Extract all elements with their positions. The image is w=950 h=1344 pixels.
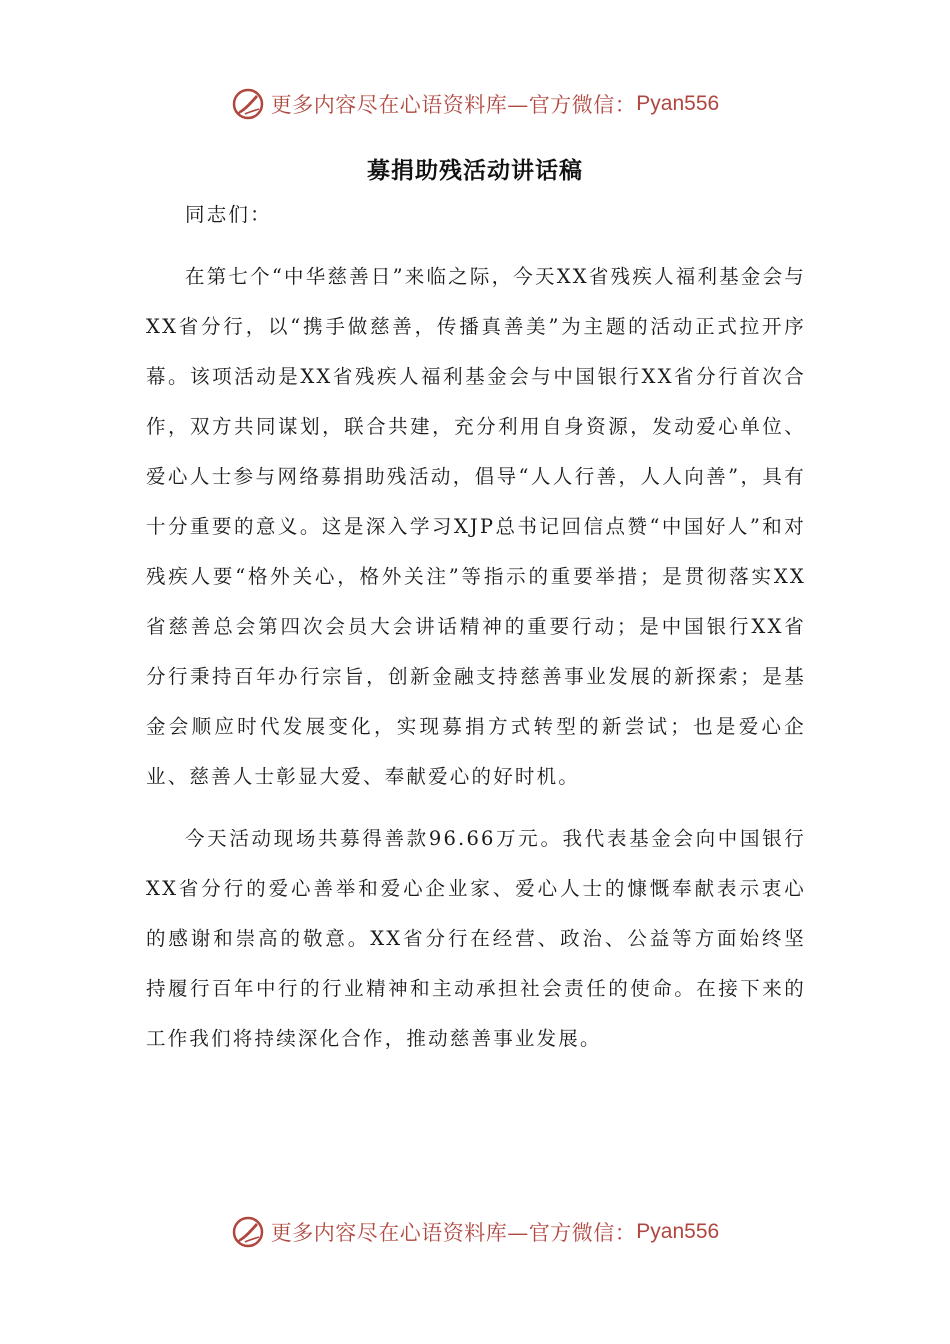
pen-logo-icon — [231, 87, 265, 121]
header-banner — [0, 84, 950, 124]
document-title: 募捐助残活动讲话稿 — [367, 157, 583, 184]
document-body — [146, 190, 806, 1076]
footer-banner-text: 更多内容尽在心语资料库—官方微信： — [270, 1221, 637, 1245]
footer-wechat-id: Pyan556 — [636, 1220, 720, 1243]
header-banner-text: 更多内容尽在心语资料库—官方微信： — [270, 93, 637, 117]
footer-banner — [0, 1212, 950, 1252]
pen-logo-icon — [231, 1215, 265, 1249]
paragraph-1: 在第七个“中华慈善日”来临之际，今天XX省残疾人福利基金会与XX省分行，以“携手做慈善，传播真善美”为主题的活动正式拉开序幕。该项活动是XX省残疾人福利基金会与中国银行XX省分行首次合作，双方共同谋划，联合共建，充分利用自身资源，发动爱心单位、爱心人士参与网络募捐助残活动，倡导“人人行善，人人向善”，具有十分重要的意义。这是深入学习XJP总书记回信点赞“中国好人”和对残疾人要“格外关心，格外关注”等指示的重要举措；是贯彻落实XX省慈善总会第四次会员大会讲话精神的重要行动；是中国银行XX省分行秉持百年办行宗旨，创新金融支持慈善事业发展的新探索；是基金会顺应时代发展变化，实现募捐方式转型的新尝试；也是爱心企业、慈善人士彰显大爱、奉献爱心的好时机。 — [146, 265, 806, 788]
header-wechat-id: Pyan556 — [636, 92, 720, 115]
paragraph-2: 今天活动现场共募得善款96.66万元。我代表基金会向中国银行XX省分行的爱心善举和爱心企业家、爱心人士的慷慨奉献表示衷心的感谢和崇高的敬意。XX省分行在经营、政治、公益等方面始终坚持履行百年中行的行业精神和主动承担社会责任的使命。在接下来的工作我们将持续深化合作，推动慈善事业发展。 — [146, 827, 806, 1050]
greeting: 同志们： — [185, 203, 272, 226]
